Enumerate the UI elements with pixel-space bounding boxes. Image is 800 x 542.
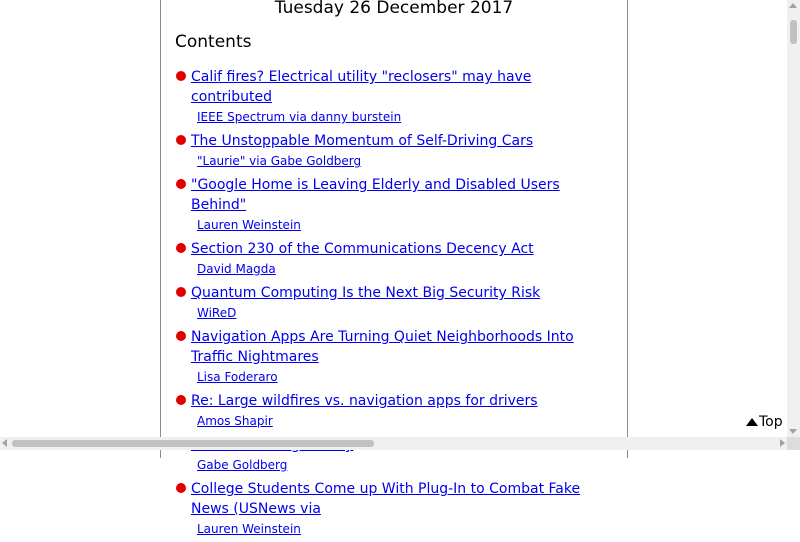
author-link[interactable]: Lauren Weinstein (197, 522, 301, 536)
scroll-left-icon[interactable] (2, 439, 7, 447)
bullet-icon (176, 71, 186, 81)
author-link[interactable]: Lisa Foderaro (197, 370, 278, 384)
scroll-up-icon[interactable] (789, 3, 797, 8)
author-link[interactable]: IEEE Spectrum via danny burstein (197, 110, 402, 124)
contents-heading: Contents (175, 32, 252, 52)
author-link[interactable]: Gabe Goldberg (197, 458, 288, 472)
author-link[interactable]: "Laurie" via Gabe Goldberg (197, 154, 362, 168)
bullet-icon (176, 331, 186, 341)
toc-item (175, 326, 615, 386)
article-link[interactable]: Quantum Computing Is the Next Big Security Risk (191, 285, 541, 301)
article-link[interactable]: Calif fires? Electrical utility "reclosers" may have contributed (191, 69, 532, 105)
bullet-icon (176, 483, 186, 493)
bullet-icon (176, 179, 186, 189)
toc-item (175, 238, 615, 278)
article-link[interactable]: Navigation Apps Are Turning Quiet Neighborhoods Into Traffic Nightmares (191, 329, 574, 365)
author-link[interactable]: David Magda (197, 262, 276, 276)
scroll-right-icon[interactable] (780, 439, 785, 447)
article-link[interactable]: The Unstoppable Momentum of Self-Driving Cars (191, 133, 534, 149)
bullet-icon (176, 135, 186, 145)
scrollbar-corner (787, 437, 800, 450)
back-to-top-link[interactable] (746, 414, 783, 430)
bullet-icon (176, 243, 186, 253)
author-link[interactable]: Lauren Weinstein (197, 218, 301, 232)
page-date: Tuesday 26 December 2017 (274, 0, 514, 18)
toc-item (175, 66, 615, 126)
horizontal-scrollbar[interactable] (0, 437, 787, 450)
bullet-icon (176, 287, 186, 297)
article-link[interactable]: Section 230 of the Communications Decency Act (191, 241, 534, 257)
article-link[interactable]: Re: Large wildfires vs. navigation apps for drivers (191, 393, 538, 409)
article-link[interactable]: College Students Come up With Plug-In to Combat Fake News (USNews via (191, 481, 581, 517)
author-link[interactable]: Amos Shapir (197, 414, 273, 428)
vertical-scroll-thumb[interactable] (790, 20, 797, 44)
author-link[interactable]: WiReD (197, 306, 237, 320)
table-of-contents (175, 66, 615, 542)
up-arrow-icon (746, 418, 758, 426)
scroll-down-icon[interactable] (789, 429, 797, 434)
article-link[interactable]: "Google Home is Leaving Elderly and Disabled Users Behind" (191, 177, 560, 213)
horizontal-scroll-thumb[interactable] (12, 440, 374, 447)
toc-item (175, 174, 615, 234)
top-link-label: Top (759, 414, 783, 430)
bullet-icon (176, 395, 186, 405)
toc-item (175, 390, 615, 430)
toc-item (175, 130, 615, 170)
content-column (160, 0, 628, 536)
toc-item (175, 282, 615, 322)
toc-item (175, 478, 615, 538)
vertical-scrollbar[interactable] (787, 0, 800, 437)
